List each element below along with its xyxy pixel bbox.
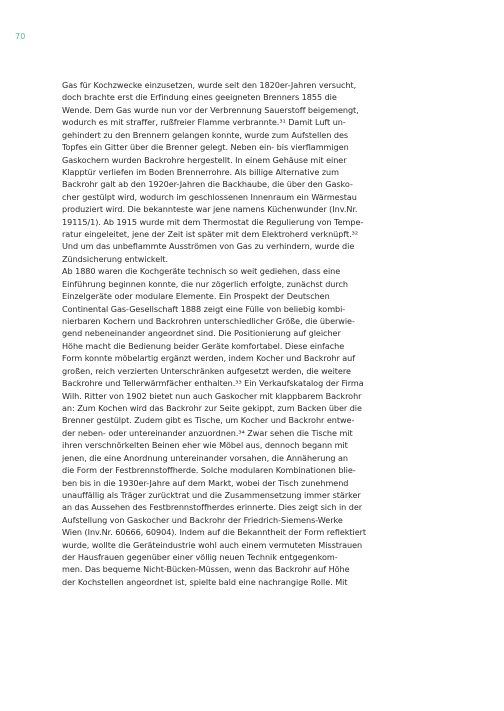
text-line: jenen, die eine Anordnung untereinander vorsahen, die Annäherung an	[62, 452, 349, 463]
text-line: ben bis in die 1930er-Jahre auf dem Markt, wobei der Tisch zunehmend	[62, 477, 349, 488]
text-line: wurde, wollte die Geräteindustrie wohl auch einem vermuteten Misstrauen	[62, 539, 363, 550]
text-line: produziert wird. Die bekannteste war jene namens Küchenwunder (Inv.Nr.	[62, 204, 358, 215]
text-line: Klapptür verliefen im Boden Brennerrohre. Als billige Alternative zum	[62, 166, 339, 177]
text-line: Und um das unbeflammte Ausströmen von Gas zu verhindern, wurde die	[62, 241, 355, 252]
text-line: die Form der Festbrennstoffherde. Solche modularen Kombinationen blie-	[62, 465, 356, 476]
text-line: Höhe macht die Bedienung beider Geräte komfortabel. Diese einfache	[62, 340, 345, 351]
text-line: men. Das bequeme Nicht-Bücken-Müssen, wenn das Backrohr auf Höhe	[62, 564, 350, 575]
text-line: der Hausfrauen gegenüber einer völlig neuen Technik entgegenkom-	[62, 552, 338, 563]
text-line: an das Aussehen des Festbrennstoffherdes erinnerte. Dies zeigt sich in der	[62, 502, 363, 513]
text-line: ratur eingeleitet, jene der Zeit ist später mit dem Elektroherd verknüpft.³²	[62, 229, 359, 240]
text-line: wodurch es mit straffer, rußfreier Flamme verbrannte.³¹ Damit Luft un-	[62, 117, 346, 128]
text-line: Gaskochern wurden Backrohre hergestellt. In einem Gehäuse mit einer	[62, 154, 347, 165]
text-line: Backrohr galt ab den 1920er-Jahren die Backhaube, die über den Gasko-	[62, 179, 353, 190]
text-line: der Kochstellen angeordnet ist, spielte bald eine nachrangige Rolle. Mit	[62, 576, 348, 587]
text-line: Einzelgeräte oder modulare Elemente. Ein Prospekt der Deutschen	[62, 291, 330, 302]
text-line: Continental Gas-Gesellschaft 1888 zeigt eine Fülle von beliebig kombi-	[62, 303, 346, 314]
text-line: Wien (Inv.Nr. 60666, 60904). Indem auf die Bekanntheit der Form reflektiert	[62, 527, 367, 538]
text-line: Gas für Kochzwecke einzusetzen, wurde seit den 1820er-Jahren versucht,	[62, 80, 357, 90]
text-line: nierbaren Kochern und Backrohren unterschiedlicher Größe, die überwie-	[62, 316, 355, 327]
text-line: großen, reich verzierten Unterschränken aufgesetzt werden, die weitere	[62, 365, 351, 376]
text-line: Aufstellung von Gaskocher und Backrohr der Friedrich-Siemens-Werke	[62, 514, 343, 525]
text-line: unauffällig als Träger zurücktrat und die Zusammensetzung immer stärker	[62, 489, 361, 500]
text-line: 19115/1). Ab 1915 wurde mit dem Thermostat die Regulierung von Tempe-	[62, 216, 364, 227]
text-line: Backrohre und Tellerwärmfächer enthalten.³³ Ein Verkaufskatalog der Firma	[62, 378, 364, 389]
page-number: 70	[15, 32, 26, 41]
text-line: Zündsicherung entwickelt.	[62, 253, 168, 264]
text-line: Wilh. Ritter von 1902 bietet nun auch Gaskocher mit klappbarem Backrohr	[62, 390, 362, 401]
text-line: cher gestülpt wird, wodurch im geschlossenen Innenraum ein Wärmestau	[62, 191, 357, 202]
text-line: Form konnte möbelartig ergänzt werden, indem Kocher und Backrohr auf	[62, 353, 356, 364]
text-line: ihren verschnörkelten Beinen eher wie Möbel aus, dennoch begann mit	[62, 440, 348, 451]
text-line: Brenner gestülpt. Zudem gibt es Tische, um Kocher und Backrohr entwe-	[62, 415, 355, 426]
text-line: Einführung beginnen konnte, die nur zögerlich erfolgte, zunächst durch	[62, 278, 348, 289]
text-line: Ab 1880 waren die Kochgeräte technisch so weit gediehen, dass eine	[62, 266, 341, 277]
text-line: doch brachte erst die Erfindung eines geeigneten Brenners 1855 die	[62, 92, 337, 103]
text-line: der neben- oder untereinander anzuordnen.³⁴ Zwar sehen die Tische mit	[62, 427, 353, 438]
text-line: Wende. Dem Gas wurde nun vor der Verbrennung Sauerstoff beigemengt,	[62, 104, 359, 115]
text-line: an: Zum Kochen wird das Backrohr zur Seite gekippt, zum Backen über die	[62, 402, 362, 413]
text-line: Topfes ein Gitter über die Brenner gelegt. Neben ein- bis vierflammigen	[62, 142, 349, 153]
text-line: gehindert zu den Brennern gelangen konnte, wurde zum Aufstellen des	[62, 129, 349, 140]
body-text	[62, 79, 462, 588]
text-line: gend nebeneinander angeordnet sind. Die Positionierung auf gleicher	[62, 328, 341, 339]
